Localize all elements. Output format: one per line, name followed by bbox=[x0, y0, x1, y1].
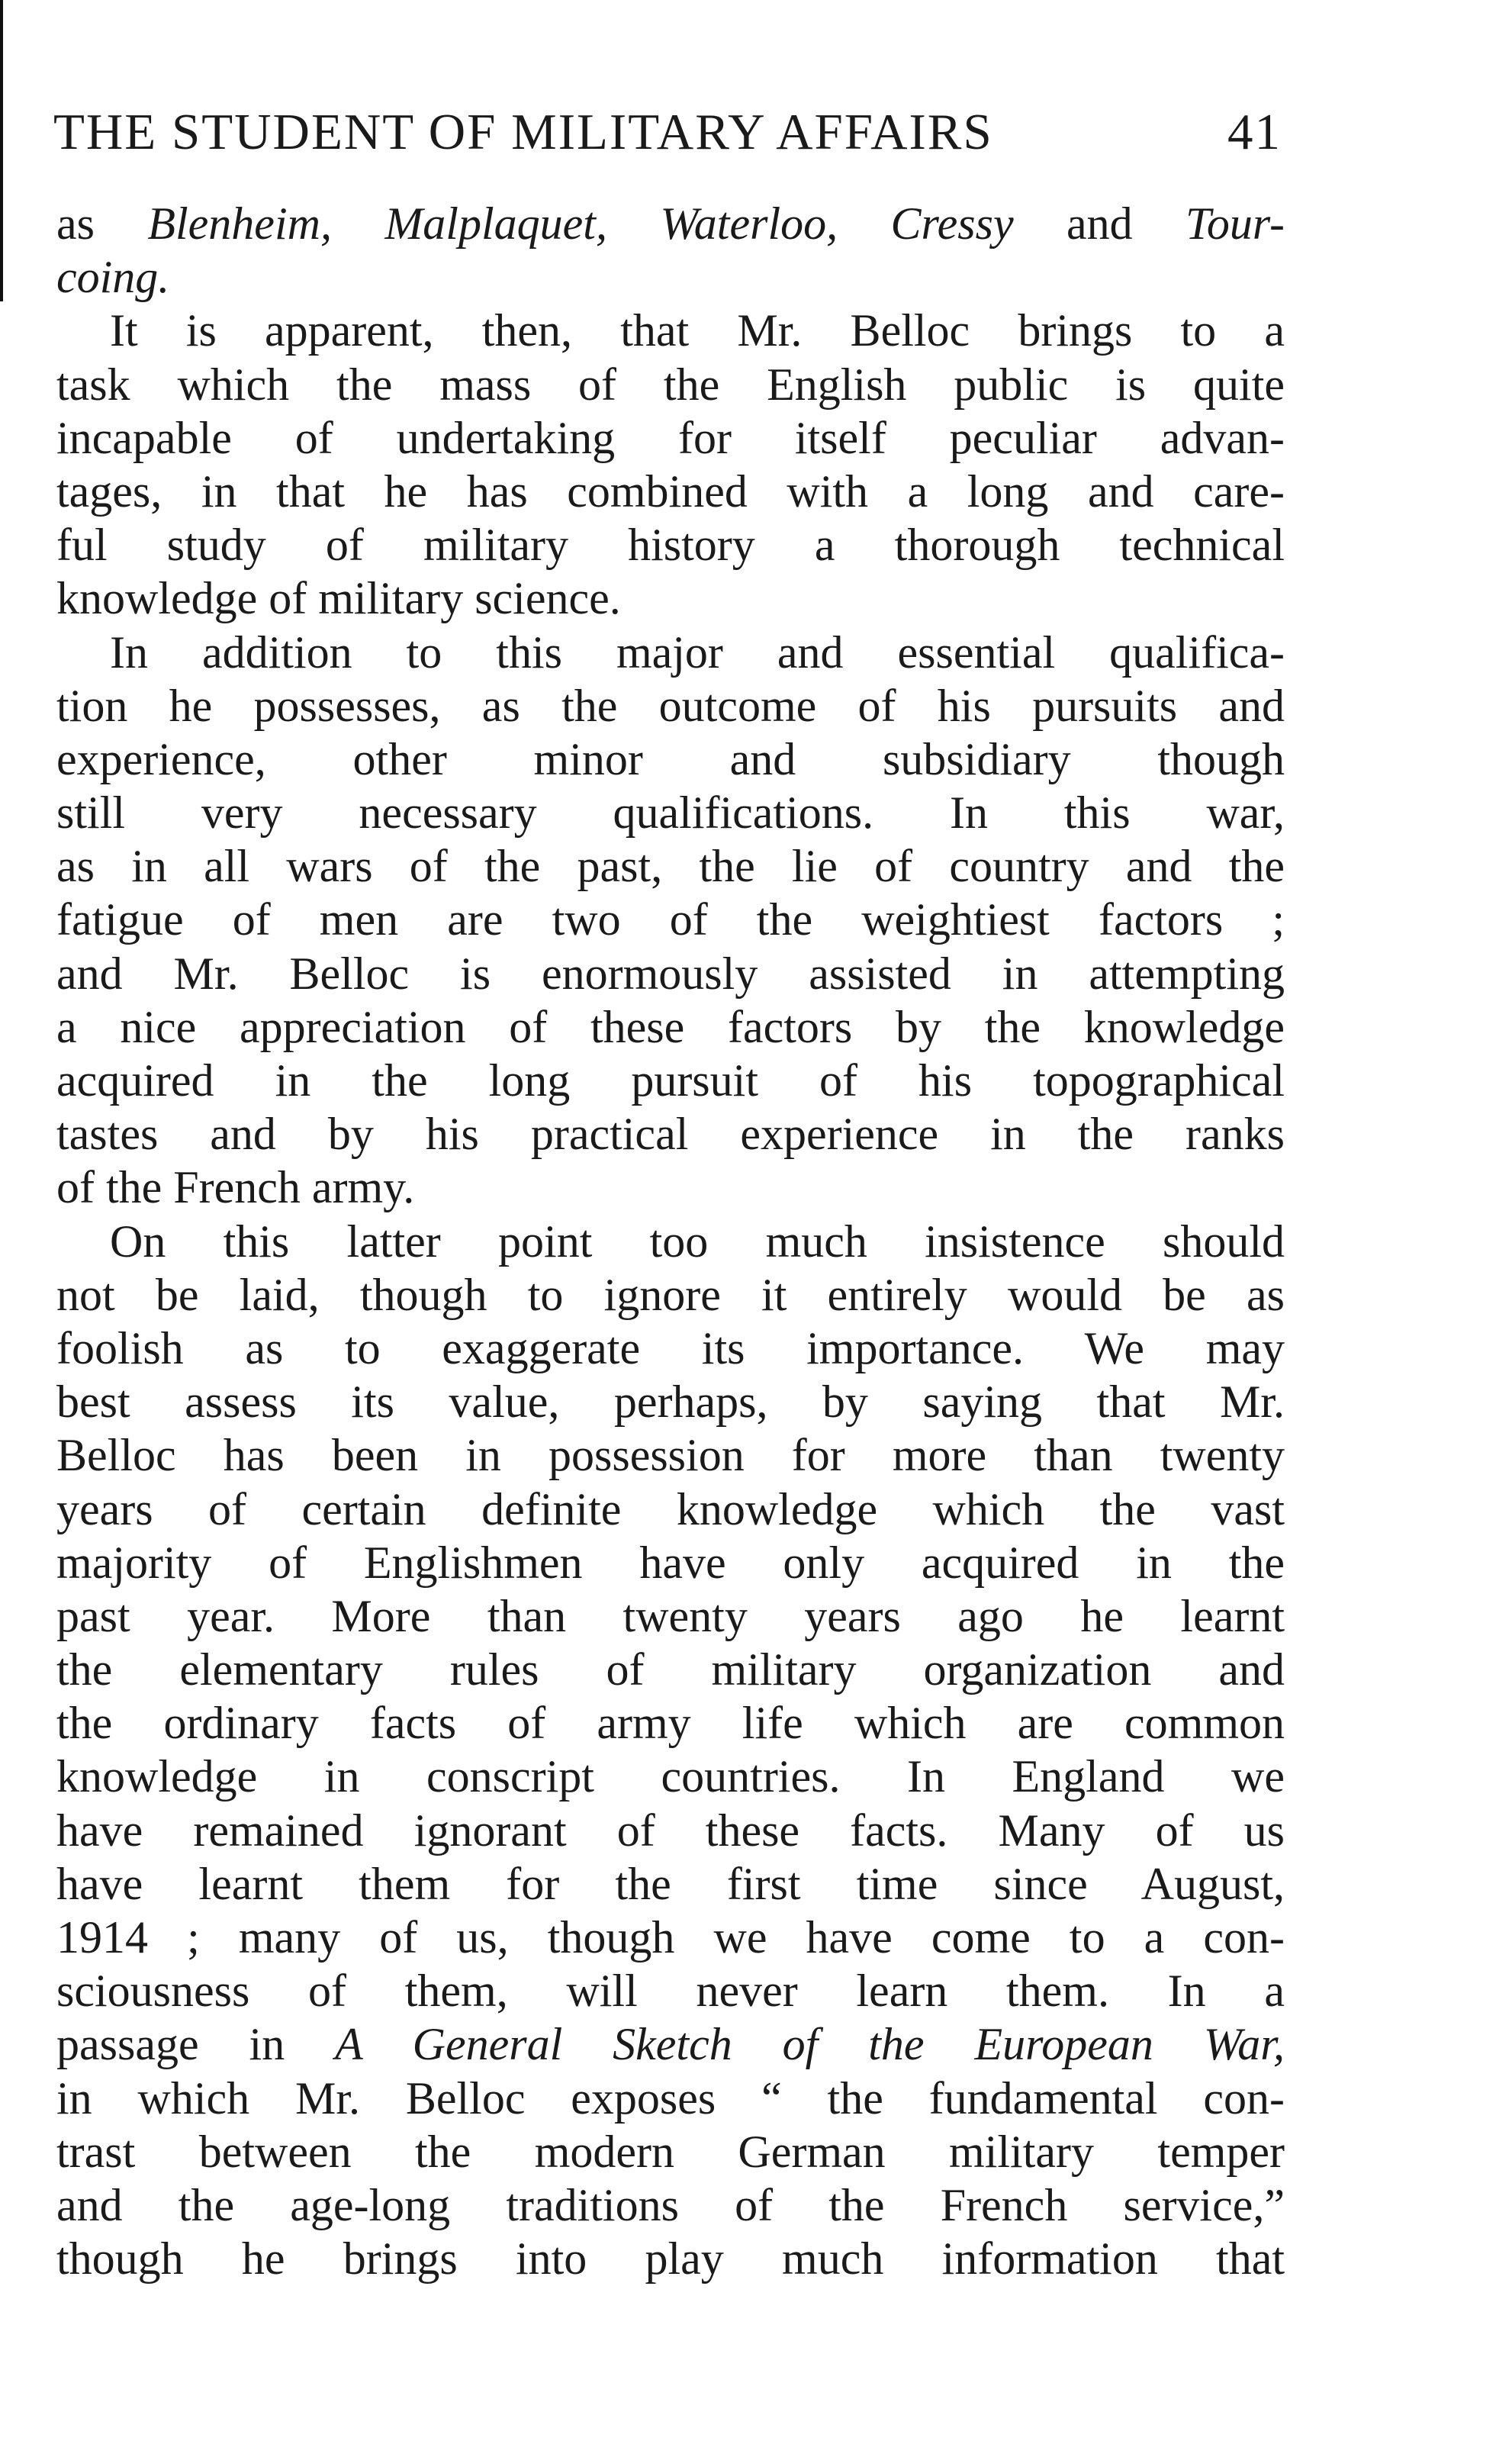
running-title: THE STUDENT OF MILITARY AFFAIRS bbox=[53, 104, 993, 160]
text-line bbox=[56, 1322, 1285, 1375]
text-line bbox=[56, 626, 1285, 679]
text-line bbox=[56, 1428, 1285, 1482]
text-line bbox=[56, 1696, 1285, 1750]
text-run: of the French army. bbox=[56, 1162, 415, 1213]
italic-text: Tour- bbox=[1185, 198, 1285, 249]
text-line bbox=[56, 733, 1285, 786]
text-run: sciousness of them, will never learn them. In a bbox=[56, 1966, 1285, 2017]
text-line bbox=[56, 1589, 1285, 1643]
text-run: knowledge of military science. bbox=[56, 573, 621, 624]
text-line bbox=[56, 2232, 1285, 2285]
text-line bbox=[56, 947, 1285, 1000]
text-line bbox=[56, 1536, 1285, 1589]
text-line bbox=[56, 572, 1285, 625]
text-line bbox=[56, 1857, 1285, 1911]
text-run: In addition to this major and essential qualifica- bbox=[110, 626, 1285, 678]
text-run: acquired in the long pursuit of his topographical bbox=[56, 1055, 1285, 1106]
text-run: ful study of military history a thorough technical bbox=[56, 520, 1285, 571]
text-run: have remained ignorant of these facts. Many of us bbox=[56, 1805, 1285, 1856]
text-line bbox=[56, 304, 1285, 357]
text-line bbox=[56, 786, 1285, 839]
text-line bbox=[56, 1161, 1285, 1214]
page-edge-rule bbox=[0, 0, 3, 301]
text-run: a nice appreciation of these factors by the knowledge bbox=[56, 1001, 1285, 1052]
text-line bbox=[56, 1643, 1285, 1696]
text-run: tastes and by his practical experience in the ranks bbox=[56, 1109, 1285, 1160]
text-line bbox=[56, 358, 1285, 411]
text-run: Belloc has been in possession for more than twenty bbox=[56, 1430, 1285, 1481]
text-line bbox=[56, 1375, 1285, 1428]
text-run: On this latter point too much insistence should bbox=[110, 1216, 1285, 1267]
body-text bbox=[56, 197, 1285, 2285]
text-line bbox=[56, 839, 1285, 893]
text-line bbox=[56, 1215, 1285, 1268]
text-line bbox=[56, 2178, 1285, 2232]
text-run: experience, other minor and subsidiary though bbox=[56, 733, 1285, 784]
italic-text: Blenheim, Malplaquet, Waterloo, Cressy bbox=[147, 198, 1014, 249]
text-run: incapable of undertaking for itself peculiar advan- bbox=[56, 412, 1285, 463]
text-line bbox=[56, 1000, 1285, 1054]
page-number: 41 bbox=[1227, 104, 1282, 160]
text-line bbox=[56, 2072, 1285, 2125]
text-line bbox=[56, 893, 1285, 946]
text-line bbox=[56, 1054, 1285, 1107]
text-run: have learnt them for the first time since August, bbox=[56, 1858, 1285, 1909]
text-line bbox=[56, 2125, 1285, 2178]
text-run: trast between the modern German military temper bbox=[56, 2126, 1285, 2177]
text-run: majority of Englishmen have only acquired in the bbox=[56, 1537, 1285, 1588]
text-run: and bbox=[1013, 198, 1185, 249]
text-run: foolish as to exaggerate its importance. We may bbox=[56, 1322, 1285, 1373]
text-run: passage in bbox=[56, 2019, 336, 2070]
text-run: and Mr. Belloc is enormously assisted in attempting bbox=[56, 948, 1285, 999]
text-run: the elementary rules of military organization and bbox=[56, 1644, 1285, 1695]
text-run: best assess its value, perhaps, by saying that Mr. bbox=[56, 1377, 1285, 1428]
text-run: as in all wars of the past, the lie of country and the bbox=[56, 841, 1285, 892]
text-run: fatigue of men are two of the weightiest factors ; bbox=[56, 894, 1285, 945]
text-run: task which the mass of the English public is quite bbox=[56, 359, 1285, 410]
text-line bbox=[56, 518, 1285, 572]
text-line bbox=[56, 1804, 1285, 1857]
text-run: the ordinary facts of army life which are common bbox=[56, 1698, 1285, 1749]
text-run: tages, in that he has combined with a long and care- bbox=[56, 465, 1285, 517]
text-run: in which Mr. Belloc exposes “ the fundamental con- bbox=[56, 2072, 1285, 2124]
text-run: as bbox=[56, 198, 148, 249]
text-run: and the age-long traditions of the French service,” bbox=[56, 2179, 1285, 2230]
text-run: It is apparent, then, that Mr. Belloc brings to a bbox=[110, 305, 1285, 356]
text-run: past year. More than twenty years ago he learnt bbox=[56, 1590, 1285, 1641]
text-run: not be laid, though to ignore it entirely would be as bbox=[56, 1269, 1285, 1320]
text-run: though he brings into play much information that bbox=[56, 2233, 1285, 2285]
text-run: tion he possesses, as the outcome of his pursuits and bbox=[56, 680, 1285, 731]
text-line bbox=[56, 411, 1285, 465]
text-line bbox=[56, 1911, 1285, 1964]
text-run: 1914 ; many of us, though we have come to a con- bbox=[56, 1912, 1285, 1963]
text-line bbox=[56, 1483, 1285, 1536]
text-line bbox=[56, 465, 1285, 518]
text-line bbox=[56, 1268, 1285, 1322]
text-run: years of certain definite knowledge which the vast bbox=[56, 1483, 1285, 1534]
text-line bbox=[56, 250, 1285, 304]
text-line bbox=[56, 1750, 1285, 1803]
text-run: knowledge in conscript countries. In England we bbox=[56, 1751, 1285, 1802]
text-line bbox=[56, 2017, 1285, 2071]
text-line bbox=[56, 679, 1285, 733]
text-run: still very necessary qualifications. In this war, bbox=[56, 787, 1285, 839]
text-line bbox=[56, 197, 1285, 250]
italic-text: coing. bbox=[56, 252, 170, 303]
italic-text: A General Sketch of the European War, bbox=[335, 2019, 1285, 2070]
running-head bbox=[53, 98, 1282, 166]
text-line bbox=[56, 1964, 1285, 2017]
text-line bbox=[56, 1107, 1285, 1161]
